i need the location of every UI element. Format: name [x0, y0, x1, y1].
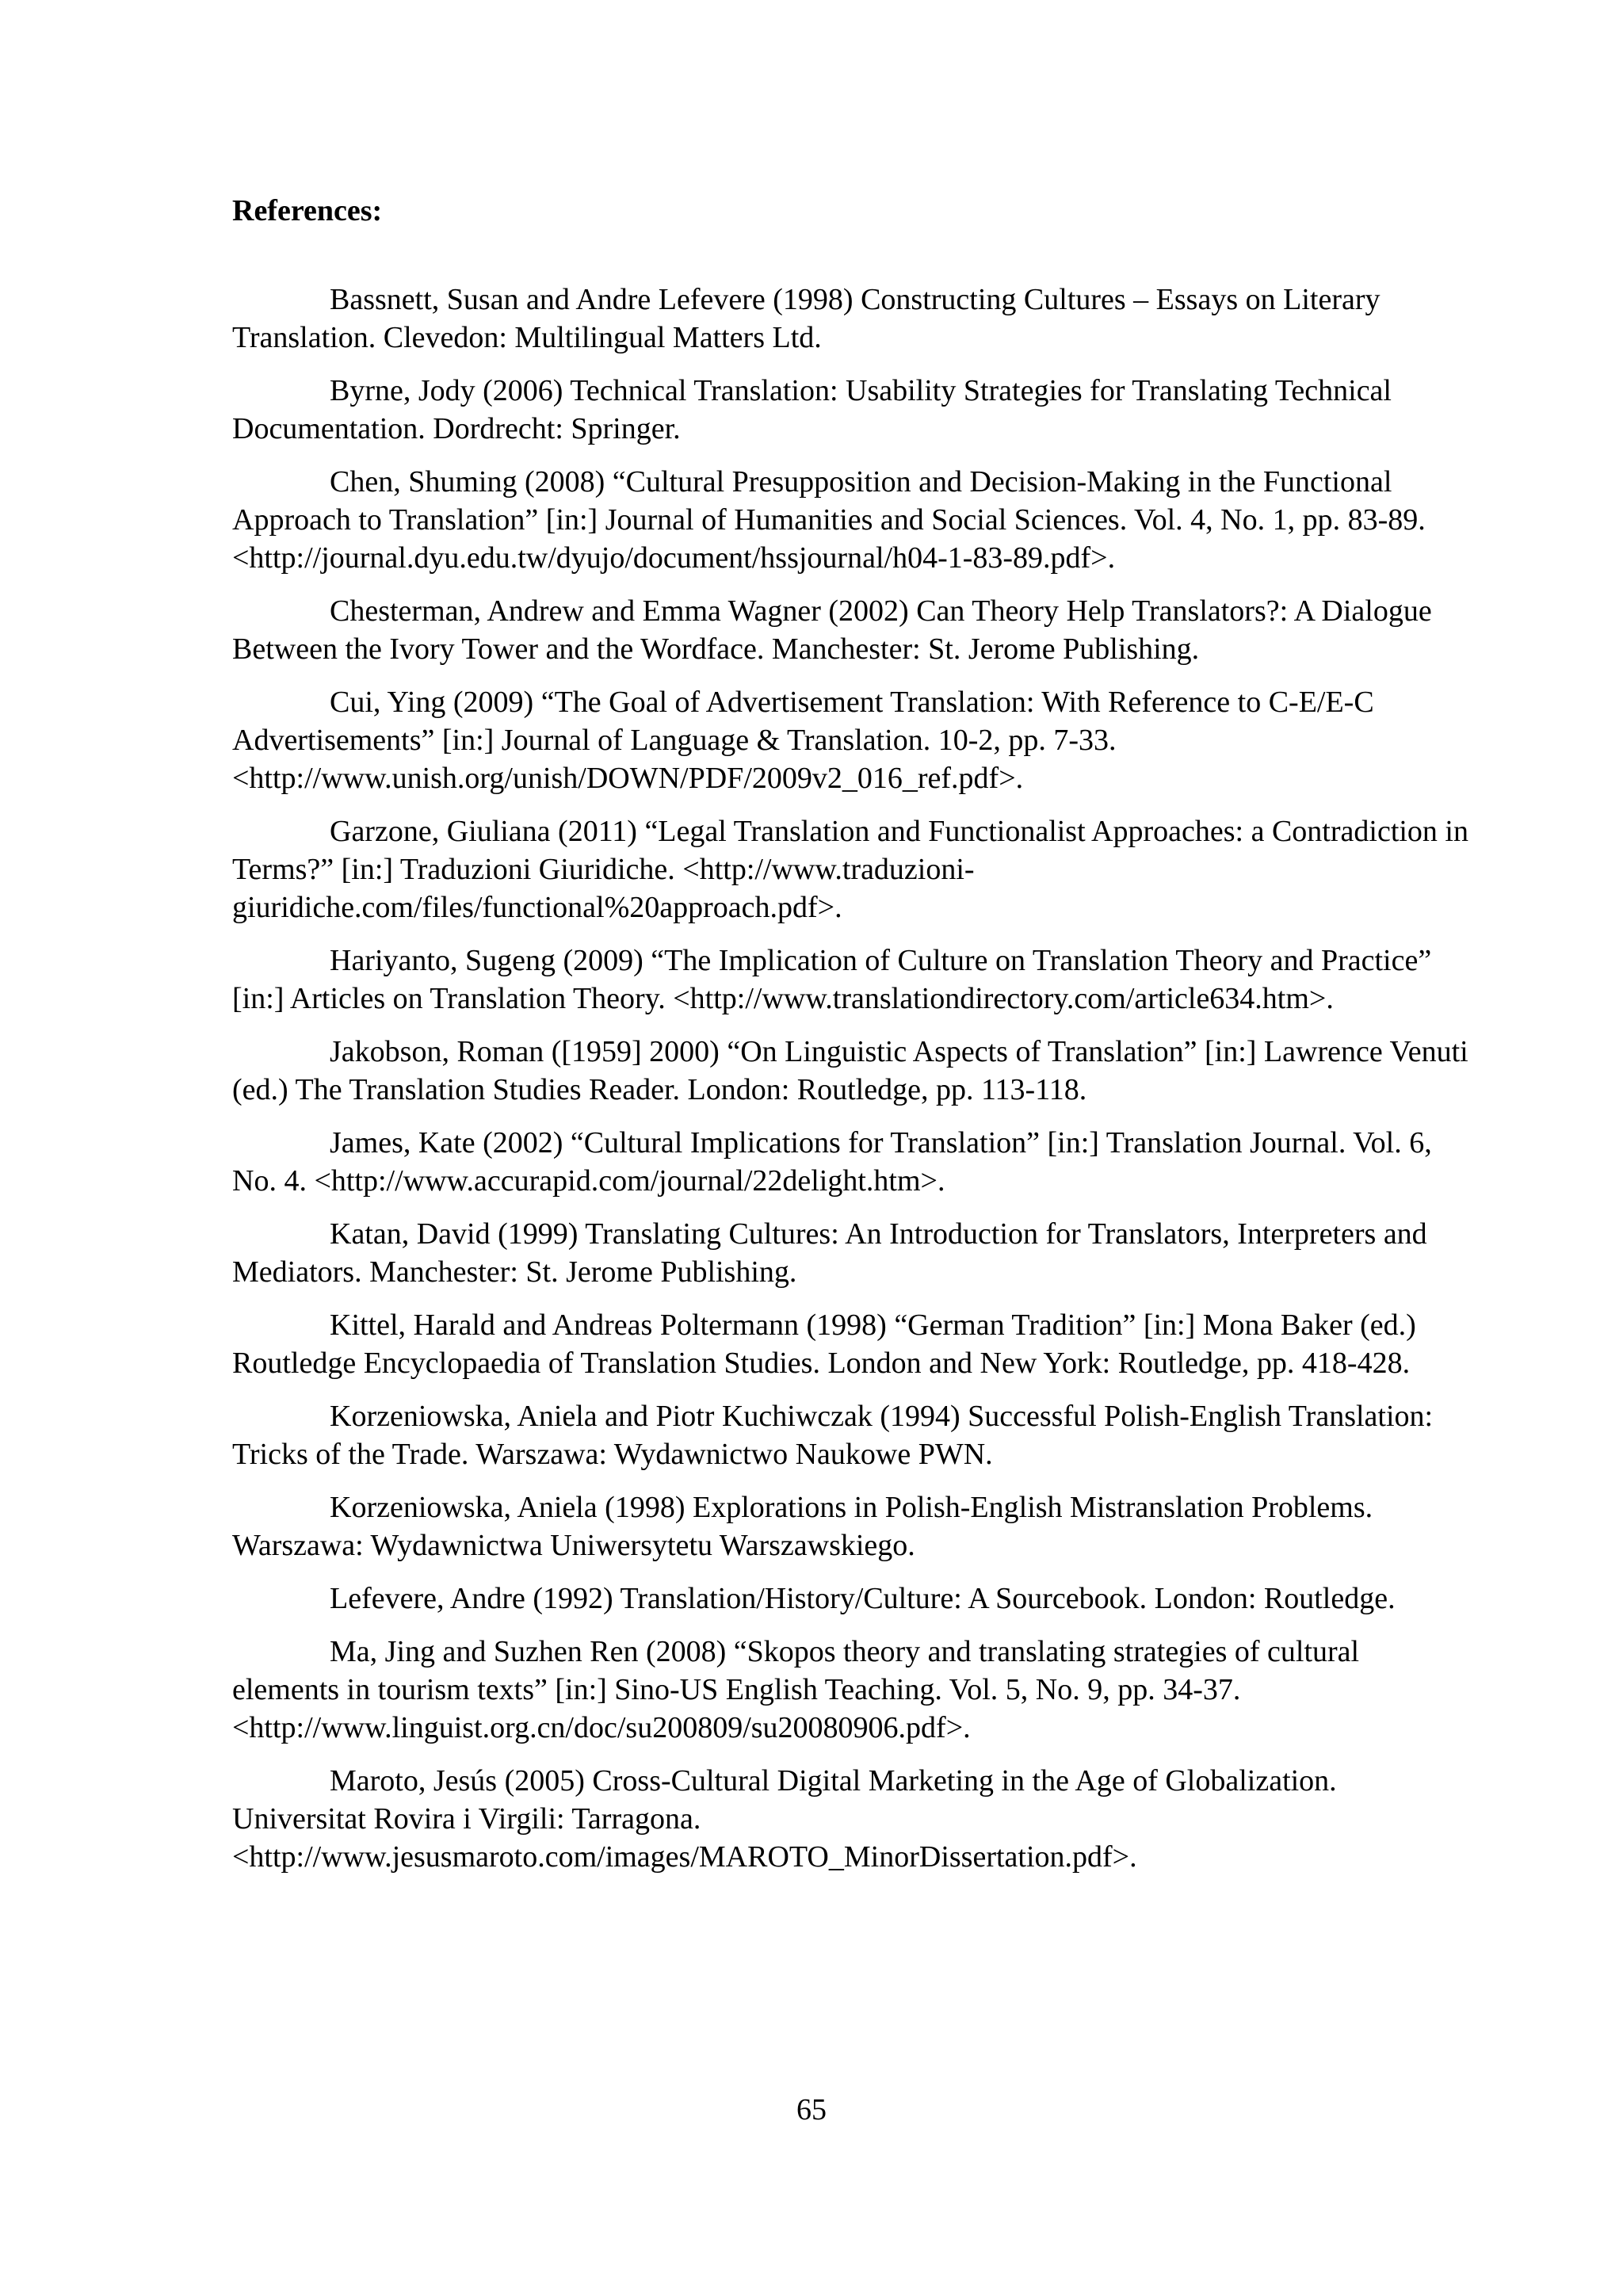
reference-entry: Korzeniowska, Aniela (1998) Explorations in Polish-English Mistranslation Problems. Warszawa: Wydawnictwa Uniwersytetu Warszawskiego. — [232, 1491, 1373, 1562]
reference-entry: Byrne, Jody (2006) Technical Translation: Usability Strategies for Translating Technical Documentation. Dordrecht: Springer. — [232, 374, 1392, 445]
reference-entry: Garzone, Giuliana (2011) “Legal Translation and Functionalist Approaches: a Contradiction in Terms?” [in:] Traduzioni Giuridiche. <http://www.traduzioni-giuridiche.com/files/functional%20approach.pdf>. — [232, 815, 1468, 924]
page-number: 65 — [796, 2093, 827, 2126]
reference-list — [232, 281, 1468, 1891]
reference-entry: Chen, Shuming (2008) “Cultural Presupposition and Decision-Making in the Functional Approach to Translation” [in:] Journal of Humanities and Social Sciences. Vol. 4, No. 1, pp. 83-89. <http://journal.dyu.edu.tw/dyujo/document/hssjournal/h04-1-83-89.pdf>. — [232, 465, 1426, 575]
reference-entry: Chesterman, Andrew and Emma Wagner (2002) Can Theory Help Translators?: A Dialogue Between the Ivory Tower and the Wordface. Manchester: St. Jerome Publishing. — [232, 594, 1432, 666]
reference-entry: Ma, Jing and Suzhen Ren (2008) “Skopos theory and translating strategies of cultural elements in tourism texts” [in:] Sino-US English Teaching. Vol. 5, No. 9, pp. 34-37. <http://www.linguist.org.cn/doc/su200809/su20080906.pdf>. — [232, 1635, 1360, 1744]
reference-entry: Jakobson, Roman ([1959] 2000) “On Linguistic Aspects of Translation” [in:] Lawrence Venuti (ed.) The Translation Studies Reader. London: Routledge, pp. 113-118. — [232, 1035, 1468, 1106]
reference-entry: Cui, Ying (2009) “The Goal of Advertisement Translation: With Reference to C-E/E-C Advertisements” [in:] Journal of Language & Translation. 10-2, pp. 7-33. <http://www.unish.org/unish/DOWN/PDF/2009v2_016_ref.pdf>. — [232, 686, 1374, 795]
reference-entry: Kittel, Harald and Andreas Poltermann (1998) “German Tradition” [in:] Mona Baker (ed.) Routledge Encyclopaedia of Translation Studies. London and New York: Routledge, pp. 418-428. — [232, 1308, 1416, 1380]
reference-entry: Katan, David (1999) Translating Cultures: An Introduction for Translators, Interpreters and Mediators. Manchester: St. Jerome Publishing. — [232, 1217, 1427, 1289]
reference-entry: Korzeniowska, Aniela and Piotr Kuchiwczak (1994) Successful Polish-English Translation: Tricks of the Trade. Warszawa: Wydawnictwo Naukowe PWN. — [232, 1400, 1434, 1471]
reference-entry: Hariyanto, Sugeng (2009) “The Implication of Culture on Translation Theory and Practice” [in:] Articles on Translation Theory. <http://www.translationdirectory.com/article634.htm>. — [232, 944, 1432, 1015]
references-heading: References: — [232, 194, 383, 227]
reference-entry: James, Kate (2002) “Cultural Implications for Translation” [in:] Translation Journal. Vol. 6, No. 4. <http://www.accurapid.com/journal/22delight.htm>. — [232, 1126, 1432, 1198]
reference-entry: Bassnett, Susan and Andre Lefevere (1998) Constructing Cultures – Essays on Literary Translation. Clevedon: Multilingual Matters Ltd. — [232, 283, 1381, 354]
reference-entry: Lefevere, Andre (1992) Translation/History/Culture: A Sourcebook. London: Routledge. — [330, 1582, 1396, 1615]
reference-entry: Maroto, Jesús (2005) Cross-Cultural Digital Marketing in the Age of Globalization. Universitat Rovira i Virgili: Tarragona. <http://www.jesusmaroto.com/images/MAROTO_MinorDissertation.pdf>. — [232, 1764, 1337, 1874]
